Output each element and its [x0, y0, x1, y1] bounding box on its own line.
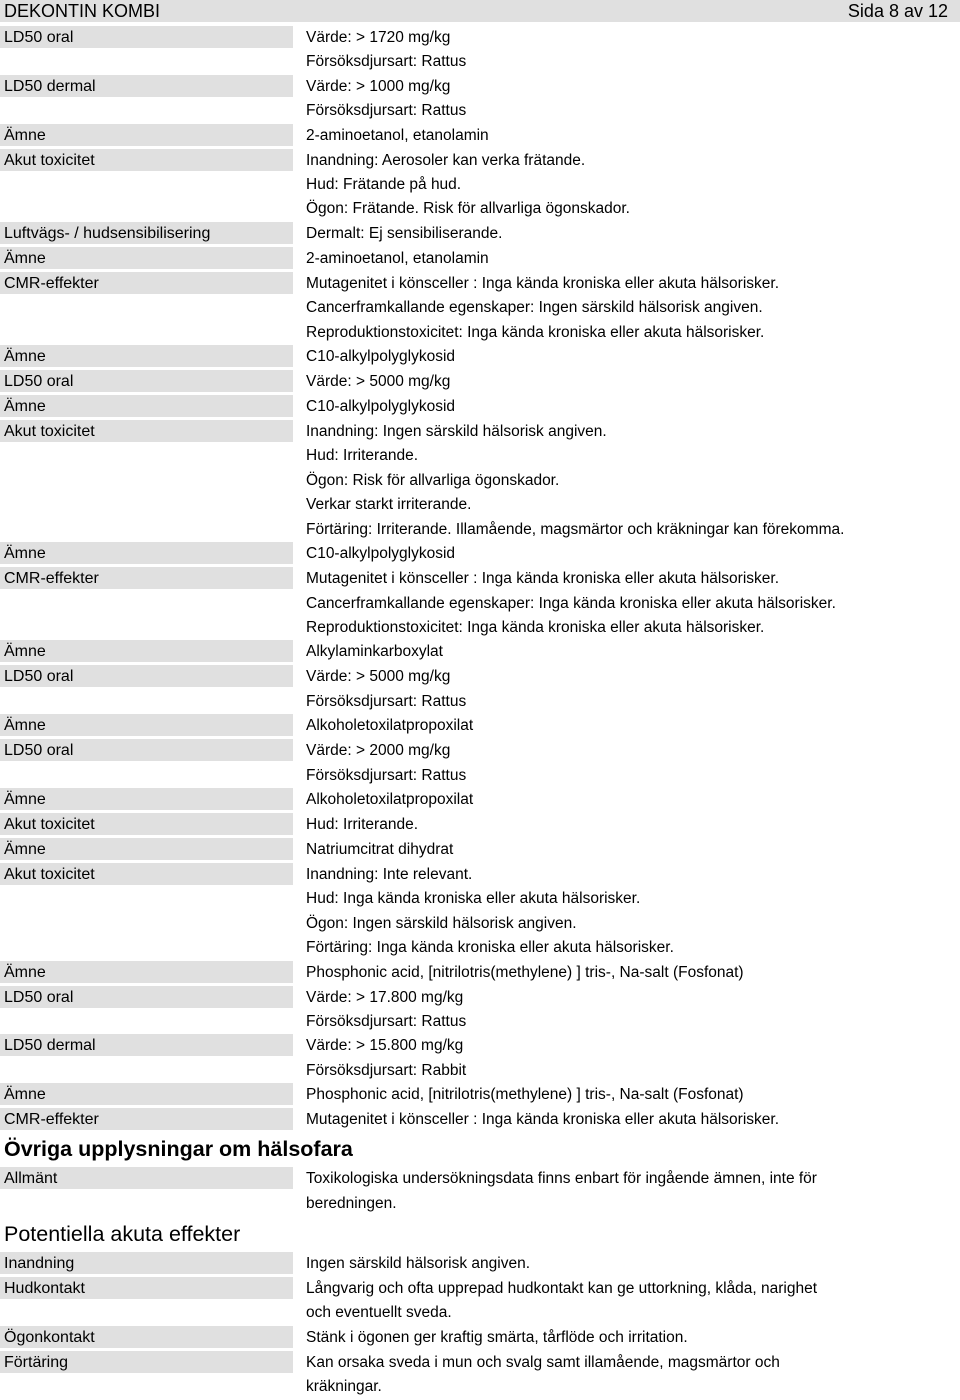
row-value	[293, 640, 960, 664]
table-row	[0, 714, 960, 739]
table-row	[0, 1083, 960, 1108]
value-line: Värde: > 5000 mg/kg	[306, 668, 451, 686]
value-line: Mutagenitet i könsceller : Inga kända kroniska eller akuta hälsorisker.	[306, 1111, 779, 1129]
value-line: Hud: Frätande på hud.	[306, 176, 462, 194]
table-row	[0, 863, 960, 961]
table-row	[0, 567, 960, 640]
document-title: DEKONTIN KOMBI	[4, 0, 161, 21]
value-line: Mutagenitet i könsceller : Inga kända kroniska eller akuta hälsorisker.	[306, 570, 779, 588]
value-line: Försöksdjursart: Rattus	[306, 692, 467, 710]
table-row	[0, 247, 960, 272]
row-label: Ämne	[0, 247, 293, 269]
value-line: Värde: > 2000 mg/kg	[306, 742, 451, 760]
row-label: Ämne	[0, 345, 293, 367]
row-label: Ämne	[0, 788, 293, 810]
table-row	[0, 370, 960, 395]
value-line: Reproduktionstoxicitet: Inga kända kroniska eller akuta hälsorisker.	[306, 618, 765, 636]
page-number: Sida 8 av 12	[847, 0, 948, 21]
row-label: LD50 oral	[0, 26, 293, 48]
table-row	[0, 1034, 960, 1083]
value-line: Ögon: Risk för allvarliga ögonskador.	[306, 471, 560, 489]
row-label: Ämne	[0, 640, 293, 662]
row-value	[293, 838, 960, 862]
value-line: 2-aminoetanol, etanolamin	[306, 249, 489, 267]
table-row	[0, 961, 960, 986]
row-label: Ämne	[0, 961, 293, 983]
row-label: Akut toxicitet	[0, 863, 293, 885]
value-line: Värde: > 5000 mg/kg	[306, 373, 451, 391]
value-line: Värde: > 15.800 mg/kg	[306, 1037, 464, 1055]
value-line: Hud: Irriterande.	[306, 447, 418, 465]
value-line: Förtäring: Inga kända kroniska eller akuta hälsorisker.	[306, 939, 674, 957]
other-health-table	[0, 1167, 960, 1216]
acute-effects-table	[0, 1252, 960, 1400]
table-row	[0, 222, 960, 247]
table-row	[0, 420, 960, 542]
row-label: Allmänt	[0, 1167, 293, 1189]
value-line: Långvarig och ofta upprepad hudkontakt kan ge uttorkning, klåda, narighet	[306, 1280, 818, 1297]
table-row	[0, 986, 960, 1035]
row-value	[293, 961, 960, 985]
table-row	[0, 1252, 960, 1277]
row-value	[293, 124, 960, 148]
row-label: LD50 oral	[0, 739, 293, 761]
table-row	[0, 1351, 960, 1400]
table-row	[0, 26, 960, 75]
value-line: Dermalt: Ej sensibiliserande.	[306, 224, 503, 242]
value-line: Förtäring: Irriterande. Illamående, magsmärtor och kräkningar kan förekomma.	[306, 520, 845, 538]
table-row	[0, 149, 960, 222]
value-line: Värde: > 1720 mg/kg	[306, 29, 451, 46]
row-value	[293, 345, 960, 369]
row-value	[293, 420, 960, 542]
row-value	[293, 1034, 960, 1083]
table-row	[0, 1167, 960, 1216]
value-line: Alkoholetoxilatpropoxilat	[306, 717, 474, 735]
table-row	[0, 75, 960, 124]
row-value	[293, 1108, 960, 1132]
row-value	[293, 567, 960, 640]
row-value	[293, 1252, 960, 1276]
table-row	[0, 665, 960, 714]
row-label: Ämne	[0, 1083, 293, 1105]
table-row	[0, 124, 960, 149]
value-line: Reproduktionstoxicitet: Inga kända kroniska eller akuta hälsorisker.	[306, 323, 765, 341]
row-label: LD50 dermal	[0, 1034, 293, 1056]
row-label: CMR-effekter	[0, 1108, 293, 1130]
row-label: Ämne	[0, 714, 293, 736]
value-line: Phosphonic acid, [nitrilotris(methylene) ] tris-, Na-salt (Fosfonat)	[306, 963, 744, 981]
value-line: Hud: Irriterande.	[306, 815, 418, 833]
row-label: Ämne	[0, 395, 293, 417]
row-label: Akut toxicitet	[0, 420, 293, 442]
row-label: Ämne	[0, 124, 293, 146]
value-line: Stänk i ögonen ger kraftig smärta, tårflöde och irritation.	[306, 1328, 688, 1346]
row-label: CMR-effekter	[0, 272, 293, 294]
value-line: Värde: > 1000 mg/kg	[306, 77, 451, 95]
section-heading-acute-effects: Potentiella akuta effekter	[4, 1222, 241, 1246]
value-line: Försöksdjursart: Rabbit	[306, 1061, 467, 1079]
row-value	[293, 813, 960, 837]
row-label: Akut toxicitet	[0, 149, 293, 171]
table-row	[0, 788, 960, 813]
value-line: Inandning: Aerosoler kan verka frätande.	[306, 151, 586, 169]
row-label: Ämne	[0, 838, 293, 860]
row-value	[293, 1167, 960, 1216]
row-value	[293, 1277, 960, 1326]
table-row	[0, 1277, 960, 1326]
table-row	[0, 813, 960, 838]
value-line: Försöksdjursart: Rattus	[306, 53, 467, 71]
value-line: C10-alkylpolyglykosid	[306, 545, 456, 563]
row-value	[293, 1351, 960, 1400]
value-line: Ögon: Ingen särskild hälsorisk angiven.	[306, 914, 577, 932]
row-label: Ögonkontakt	[0, 1326, 293, 1348]
value-line: C10-alkylpolyglykosid	[306, 398, 456, 416]
value-line: Försöksdjursart: Rattus	[306, 1012, 467, 1030]
value-line: Phosphonic acid, [nitrilotris(methylene) ] tris-, Na-salt (Fosfonat)	[306, 1086, 744, 1104]
row-value	[293, 542, 960, 566]
value-line: Natriumcitrat dihydrat	[306, 840, 454, 858]
table-row	[0, 838, 960, 863]
row-value	[293, 1326, 960, 1350]
table-row	[0, 542, 960, 567]
value-line: Försöksdjursart: Rattus	[306, 766, 467, 784]
value-line: Värde: > 17.800 mg/kg	[306, 988, 464, 1006]
row-label: Luftvägs- / hudsensibilisering	[0, 222, 293, 244]
row-value	[293, 395, 960, 419]
value-line: beredningen.	[306, 1194, 397, 1212]
table-row	[0, 395, 960, 420]
table-row	[0, 345, 960, 370]
value-line: Alkylaminkarboxylat	[306, 643, 443, 661]
value-line: kräkningar.	[306, 1378, 382, 1396]
value-line: Ögon: Frätande. Risk för allvarliga ögonskador.	[306, 200, 630, 218]
table-row	[0, 1326, 960, 1351]
section-heading-other-health: Övriga upplysningar om hälsofara	[4, 1137, 353, 1162]
row-label: LD50 dermal	[0, 75, 293, 97]
value-line: Alkoholetoxilatpropoxilat	[306, 790, 474, 808]
table-row	[0, 640, 960, 665]
value-line: Inandning: Ingen särskild hälsorisk angiven.	[306, 423, 607, 441]
row-value	[293, 272, 960, 345]
row-value	[293, 1083, 960, 1107]
value-line: Cancerframkallande egenskaper: Ingen särskild hälsorisk angiven.	[306, 299, 763, 317]
value-line: Cancerframkallande egenskaper: Inga kända kroniska eller akuta hälsorisker.	[306, 594, 836, 612]
value-line: och eventuellt sveda.	[306, 1304, 452, 1322]
row-label: Förtäring	[0, 1351, 293, 1373]
row-value	[293, 714, 960, 738]
value-line: Toxikologiska undersökningsdata finns enbart för ingående ämnen, inte för	[306, 1170, 817, 1188]
table-row	[0, 739, 960, 788]
row-value	[293, 26, 960, 75]
value-line: Kan orsaka sveda i mun och svalg samt illamående, magsmärtor och	[306, 1353, 780, 1371]
value-line: Ingen särskild hälsorisk angiven.	[306, 1255, 531, 1272]
value-line: Försöksdjursart: Rattus	[306, 102, 467, 120]
value-line: Inandning: Inte relevant.	[306, 865, 473, 883]
row-label: Hudkontakt	[0, 1277, 293, 1299]
row-value	[293, 149, 960, 222]
row-value	[293, 370, 960, 394]
value-line: Hud: Inga kända kroniska eller akuta hälsorisker.	[306, 890, 641, 908]
value-line: Mutagenitet i könsceller : Inga kända kroniska eller akuta hälsorisker.	[306, 274, 779, 292]
value-line: 2-aminoetanol, etanolamin	[306, 126, 489, 144]
row-value	[293, 986, 960, 1035]
page-header	[0, 0, 960, 22]
row-label: LD50 oral	[0, 986, 293, 1008]
row-label: Ämne	[0, 542, 293, 564]
row-value	[293, 863, 960, 961]
toxicology-table	[0, 26, 960, 1133]
table-row	[0, 1108, 960, 1133]
row-label: Akut toxicitet	[0, 813, 293, 835]
row-value	[293, 247, 960, 271]
table-row	[0, 272, 960, 345]
row-label: LD50 oral	[0, 370, 293, 392]
value-line: Verkar starkt irriterande.	[306, 496, 472, 514]
row-label: CMR-effekter	[0, 567, 293, 589]
row-value	[293, 222, 960, 246]
row-value	[293, 75, 960, 124]
row-label: Inandning	[0, 1252, 293, 1274]
value-line: C10-alkylpolyglykosid	[306, 348, 456, 366]
row-value	[293, 739, 960, 788]
row-label: LD50 oral	[0, 665, 293, 687]
row-value	[293, 788, 960, 812]
row-value	[293, 665, 960, 714]
